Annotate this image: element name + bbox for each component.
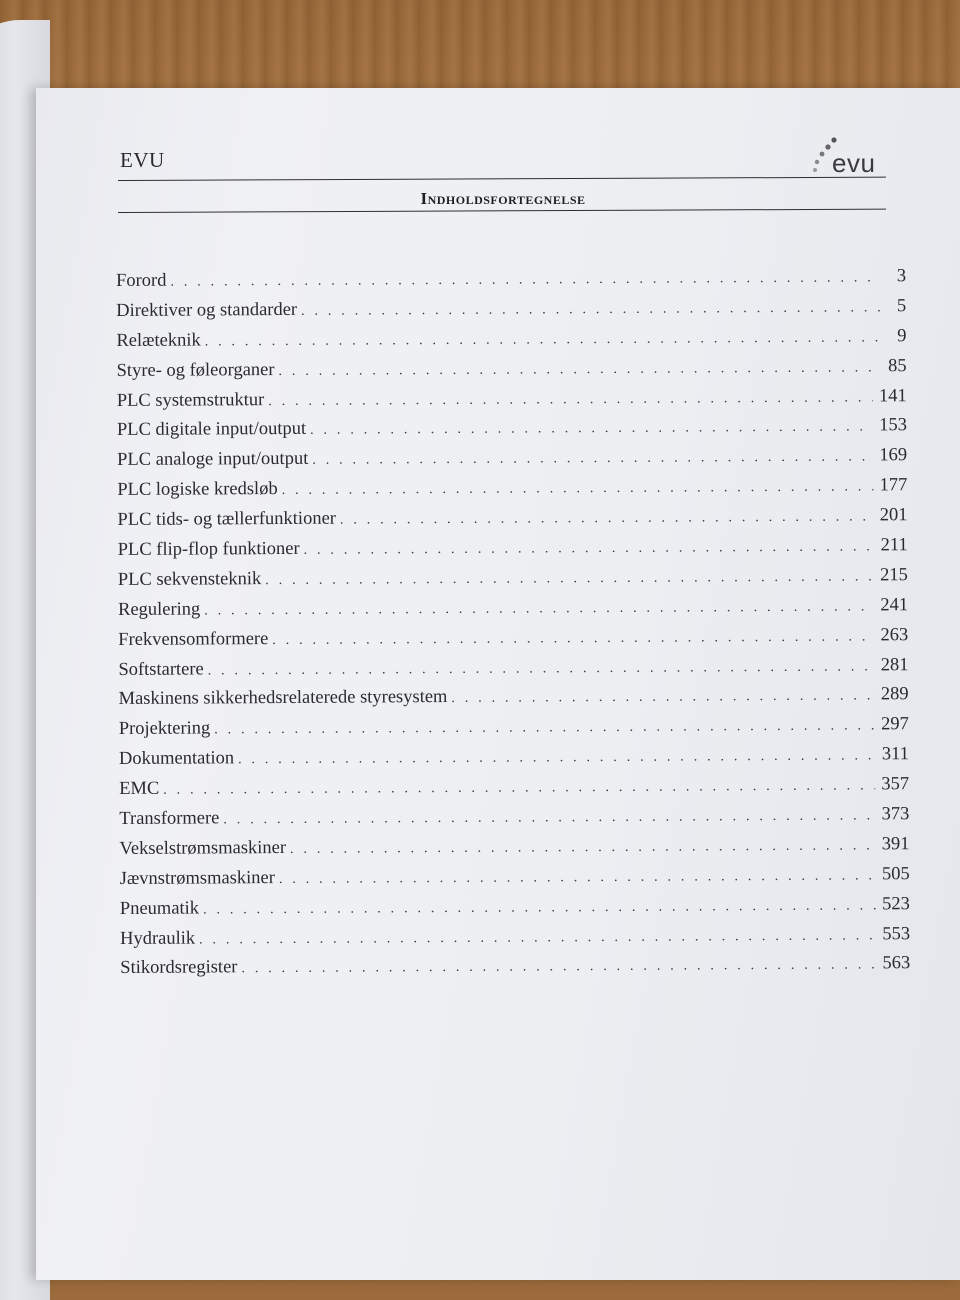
toc-entry-title: PLC logiske kredsløb xyxy=(117,479,278,501)
toc-entry-page: 215 xyxy=(880,565,908,586)
toc-leader-dots xyxy=(199,928,876,948)
toc-leader-dots xyxy=(312,450,873,469)
toc-entry-page: 3 xyxy=(896,266,907,287)
toc-entry-page: 241 xyxy=(880,594,909,616)
toc-entry xyxy=(118,595,908,630)
toc-leader-dots xyxy=(203,898,876,918)
running-header: EVU xyxy=(120,148,165,172)
toc-entry-title: Styre- og føleorganer xyxy=(116,359,275,381)
toc-entry-page: 297 xyxy=(880,714,909,735)
toc-entry-title: Forord xyxy=(116,270,167,291)
toc-entry-page: 311 xyxy=(881,744,910,765)
toc-entry xyxy=(118,565,908,600)
toc-entry xyxy=(119,715,909,750)
toc-entry-title: PLC sekvensteknik xyxy=(117,569,262,590)
toc-entry xyxy=(116,296,906,331)
toc-entry-page: 505 xyxy=(881,863,910,885)
toc-entry-page: 553 xyxy=(882,923,911,944)
toc-entry xyxy=(117,416,907,451)
toc-entry xyxy=(119,744,909,779)
toc-leader-dots xyxy=(272,629,874,649)
toc-leader-dots xyxy=(451,689,875,708)
toc-entry-page: 9 xyxy=(897,325,907,347)
logo-wordmark: evu xyxy=(832,148,876,178)
toc-entry xyxy=(117,356,907,391)
toc-leader-dots xyxy=(268,390,873,410)
toc-entry-title: PLC analoge input/output xyxy=(117,449,309,471)
toc-entry xyxy=(120,894,910,929)
toc-entry xyxy=(117,475,907,510)
page-title: Indholdsfortegnelse xyxy=(420,189,586,208)
toc-entry xyxy=(117,446,907,481)
toc-entry-page: 357 xyxy=(881,774,910,795)
toc-entry-title: PLC digitale input/output xyxy=(116,419,307,441)
toc-entry-page: 391 xyxy=(881,834,910,855)
toc-entry-page: 153 xyxy=(879,415,908,436)
toc-entry-title: Regulering xyxy=(118,599,201,620)
title-rule xyxy=(118,209,886,213)
toc-leader-dots xyxy=(279,868,876,888)
toc-entry-page: 563 xyxy=(882,953,911,974)
toc-entry-title: Jævnstrømsmaskiner xyxy=(119,867,275,889)
toc-entry-page: 201 xyxy=(879,505,908,526)
toc-leader-dots xyxy=(208,659,875,679)
toc-leader-dots xyxy=(304,539,875,558)
toc-entry-page: 289 xyxy=(880,684,909,705)
toc-entry xyxy=(119,804,909,839)
toc-entry xyxy=(120,864,910,899)
toc-leader-dots xyxy=(204,599,874,619)
toc-entry xyxy=(116,266,906,301)
toc-entry-page: 211 xyxy=(880,535,908,556)
toc-entry-page: 169 xyxy=(879,445,908,466)
toc-leader-dots xyxy=(282,480,874,500)
toc-leader-dots xyxy=(301,300,880,320)
toc-entry xyxy=(117,505,907,540)
toc-entry xyxy=(120,924,910,959)
toc-leader-dots xyxy=(310,420,873,439)
toc-entry-title: EMC xyxy=(119,778,160,800)
toc-entry xyxy=(116,326,906,361)
toc-entry-title: Stikordsregister xyxy=(120,957,238,979)
table-of-contents xyxy=(116,266,910,988)
toc-entry-title: Maskinens sikkerhedsrelaterede styresystem xyxy=(118,687,448,710)
toc-entry-title: Projektering xyxy=(118,718,211,740)
evu-logo xyxy=(804,132,894,182)
toc-leader-dots xyxy=(214,719,875,739)
toc-entry xyxy=(119,774,909,809)
toc-entry xyxy=(118,535,908,570)
toc-leader-dots xyxy=(223,808,875,828)
toc-leader-dots xyxy=(290,838,876,858)
toc-entry-page: 281 xyxy=(880,654,909,675)
toc-entry-page: 523 xyxy=(882,893,910,915)
toc-leader-dots xyxy=(241,958,876,978)
toc-leader-dots xyxy=(238,749,876,769)
toc-entry-page: 85 xyxy=(888,355,907,376)
toc-entry-title: Relæteknik xyxy=(116,330,201,351)
toc-entry-title: Transformere xyxy=(119,808,220,830)
toc-entry-title: Vekselstrømsmaskiner xyxy=(119,837,287,859)
toc-leader-dots xyxy=(163,779,875,799)
toc-leader-dots xyxy=(340,510,874,529)
toc-entry-title: Frekvensomformere xyxy=(118,628,269,650)
toc-entry-title: Pneumatik xyxy=(119,898,200,919)
toc-entry-title: Dokumentation xyxy=(118,748,235,770)
toc-entry xyxy=(118,655,908,690)
toc-leader-dots xyxy=(205,330,881,350)
toc-entry xyxy=(118,625,908,660)
toc-entry-page: 141 xyxy=(878,385,907,406)
toc-entry xyxy=(119,685,909,720)
toc-leader-dots xyxy=(278,360,880,380)
toc-entry-title: Softstartere xyxy=(118,659,204,680)
book-page xyxy=(36,88,960,1280)
toc-entry-title: Direktiver og standarder xyxy=(116,299,298,321)
toc-entry xyxy=(120,954,910,989)
toc-entry-page: 177 xyxy=(879,475,908,496)
toc-entry xyxy=(117,386,907,421)
toc-entry-page: 5 xyxy=(896,296,907,317)
header-rule xyxy=(118,177,886,181)
toc-entry-title: Hydraulik xyxy=(120,928,196,949)
toc-entry-page: 263 xyxy=(880,624,909,646)
toc-entry-page: 373 xyxy=(881,804,910,825)
toc-leader-dots xyxy=(265,569,874,589)
toc-leader-dots xyxy=(170,270,880,290)
toc-entry xyxy=(119,834,909,869)
toc-entry-title: PLC systemstruktur xyxy=(116,389,265,411)
toc-entry-title: PLC tids- og tællerfunktioner xyxy=(117,508,336,531)
toc-entry-title: PLC flip-flop funktioner xyxy=(117,538,300,561)
